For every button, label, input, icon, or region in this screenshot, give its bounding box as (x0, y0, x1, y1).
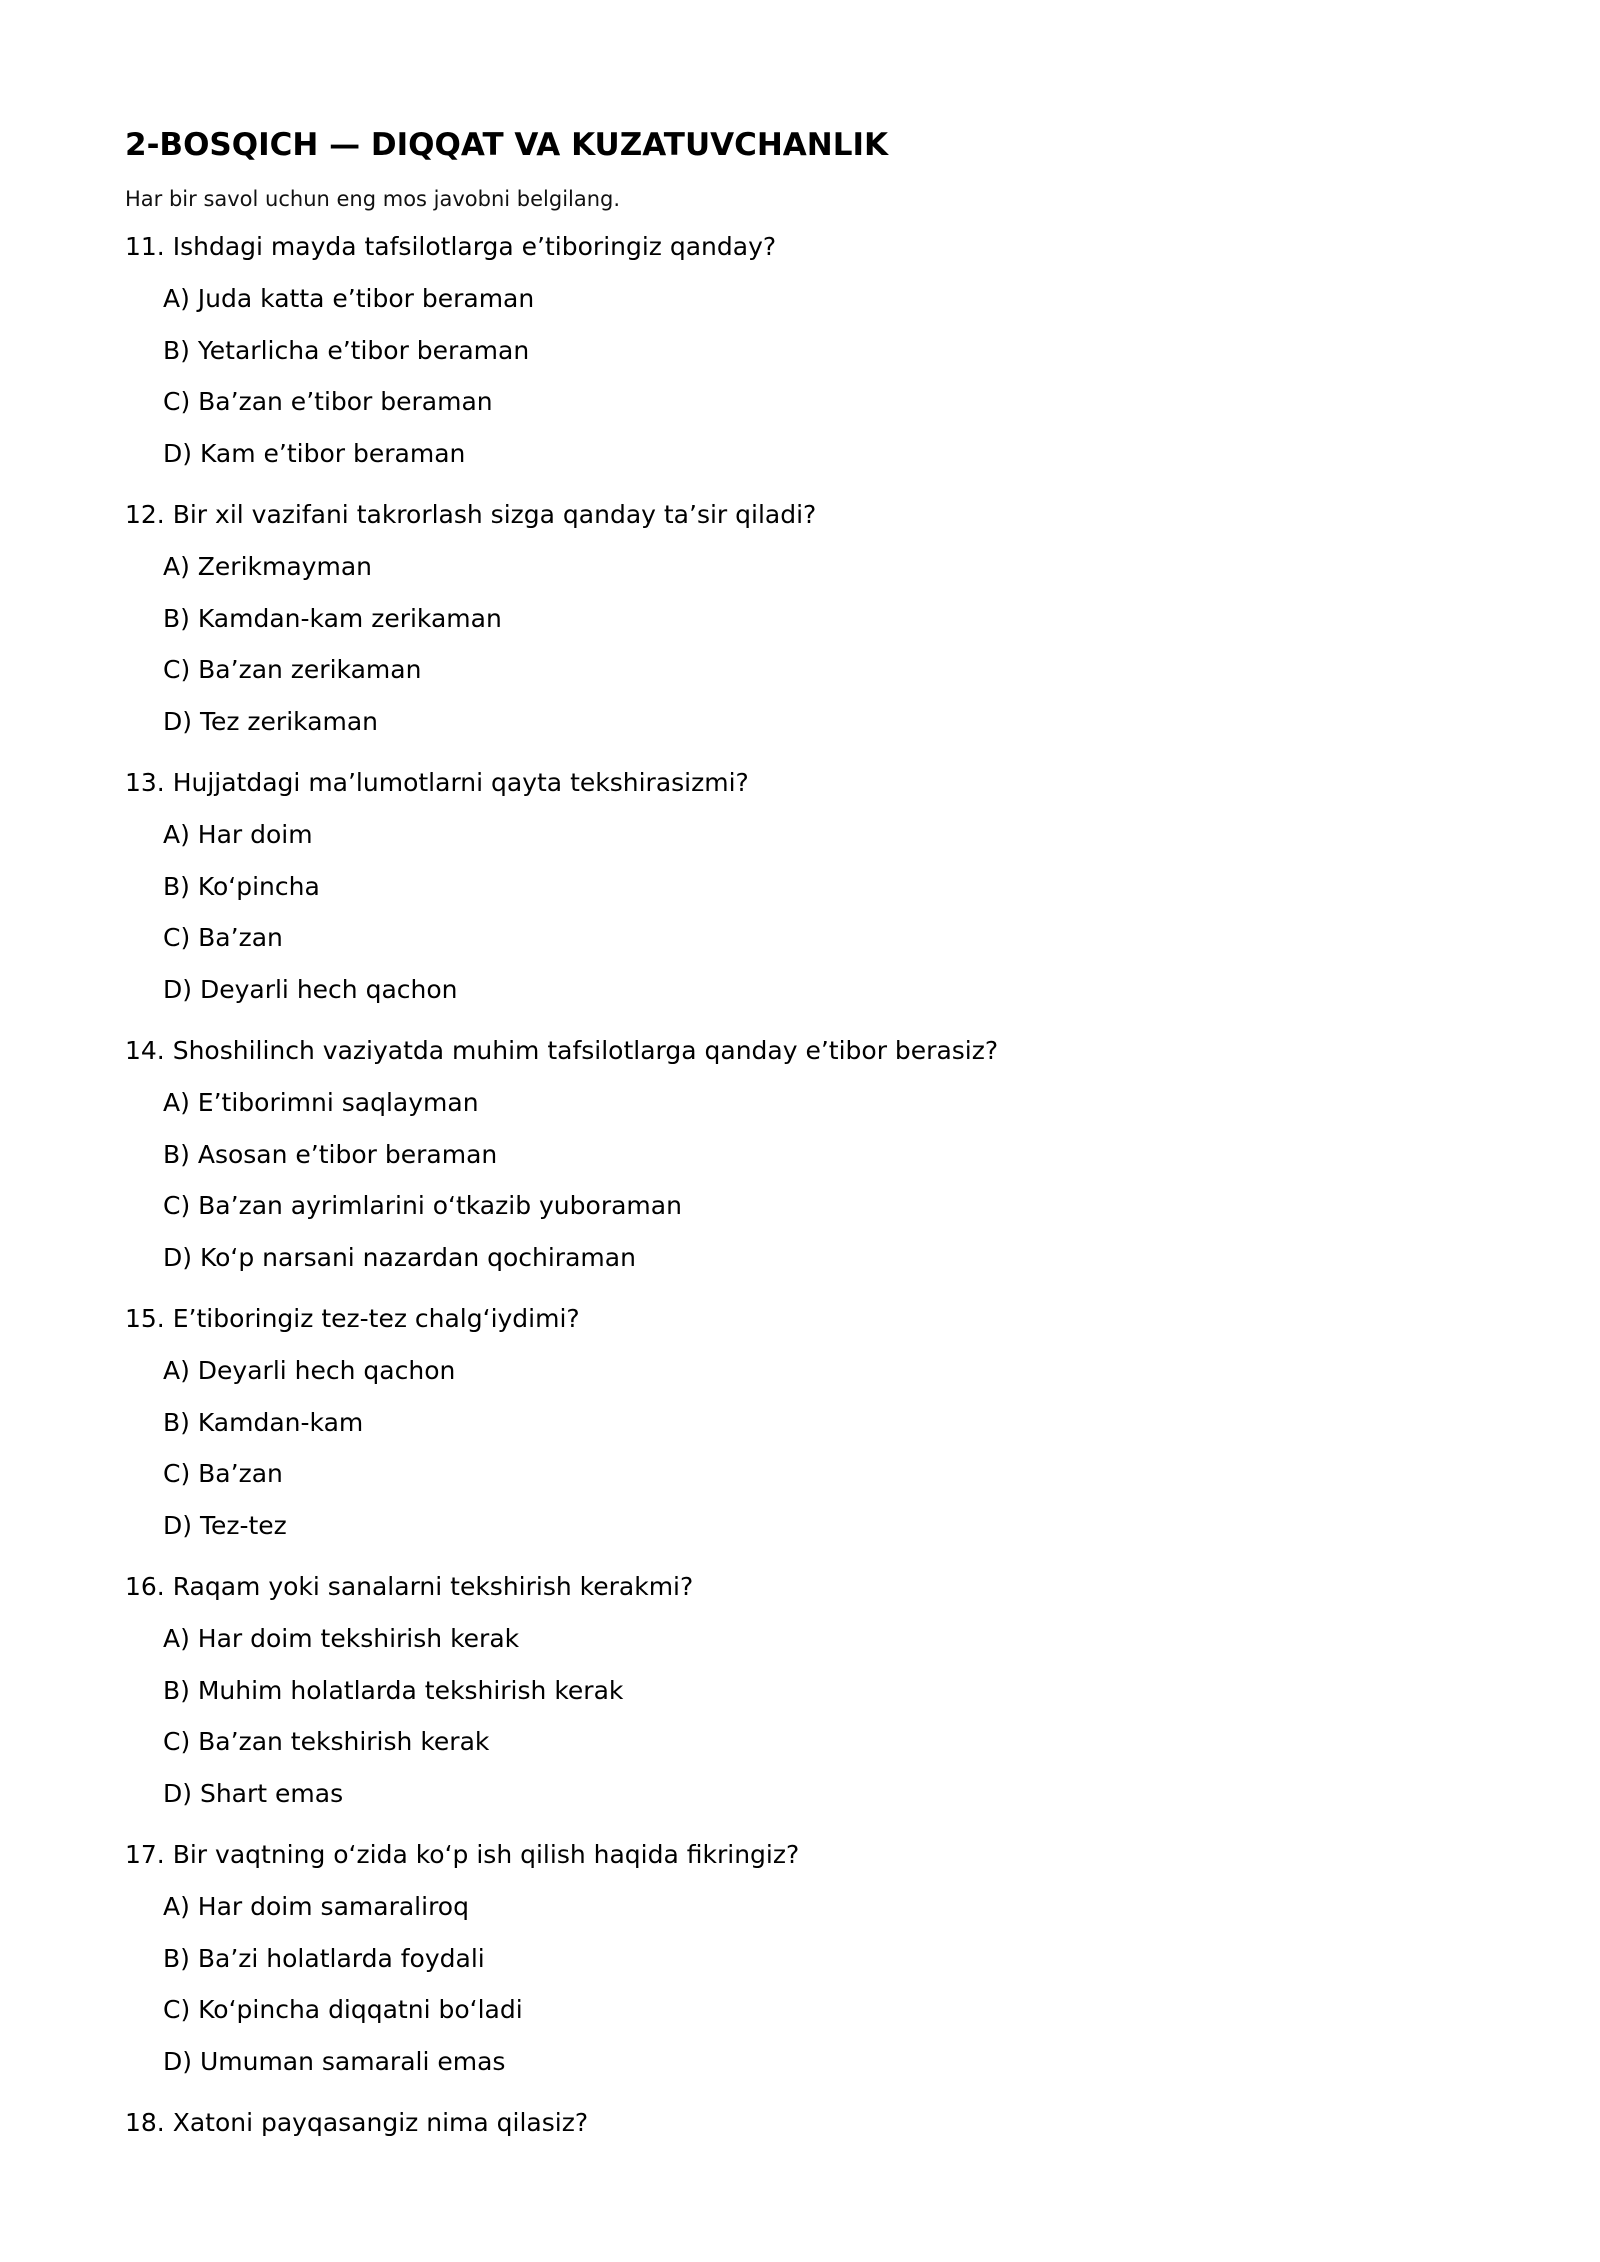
option-15-c: C) Ba’zan (163, 1459, 283, 1488)
question-15-text: 15. E’tiboringiz tez-tez chalg‘iydimi? (125, 1304, 580, 1333)
option-13-d: D) Deyarli hech qachon (163, 974, 458, 1004)
question-18-text: 18. Xatoni payqasangiz nima qilasiz? (125, 2108, 589, 2137)
question-block-12 (125, 489, 1525, 747)
instruction-text: Har bir savol uchun eng mos javobni belgilang. (125, 187, 621, 211)
option-14-a: A) E’tiborimni saqlayman (163, 1088, 479, 1117)
option-16-c: C) Ba’zan tekshirish kerak (163, 1727, 490, 1756)
option-12-a: A) Zerikmayman (163, 552, 372, 581)
option-12-b: B) Kamdan-kam zerikaman (163, 603, 502, 633)
option-17-c: C) Ko‘pincha diqqatni bo‘ladi (163, 1995, 523, 2024)
option-11-c: C) Ba’zan e’tibor beraman (163, 387, 493, 416)
option-17-b: B) Ba’zi holatlarda foydali (163, 1943, 485, 1973)
option-11-b: B) Yetarlicha e’tibor beraman (163, 335, 530, 365)
option-14-b: B) Asosan e’tibor beraman (163, 1139, 498, 1169)
question-block-16 (125, 1561, 1525, 1819)
option-12-d: D) Tez zerikaman (163, 706, 379, 736)
question-block-13 (125, 757, 1525, 1015)
option-11-a: A) Juda katta e’tibor beraman (163, 284, 535, 313)
question-16-text: 16. Raqam yoki sanalarni tekshirish kerakmi? (125, 1572, 694, 1601)
option-16-d: D) Shart emas (163, 1778, 344, 1808)
option-11-d: D) Kam e’tibor beraman (163, 438, 466, 468)
page-title: 2-BOSQICH — DIQQAT VA KUZATUVCHANLIK (125, 127, 889, 163)
question-block-17 (125, 1829, 1525, 2087)
question-block-14 (125, 1025, 1525, 1283)
option-13-b: B) Ko‘pincha (163, 871, 320, 901)
question-12-text: 12. Bir xil vazifani takrorlash sizga qanday ta’sir qiladi? (125, 500, 817, 529)
question-13-text: 13. Hujjatdagi ma’lumotlarni qayta tekshirasizmi? (125, 768, 749, 797)
option-15-a: A) Deyarli hech qachon (163, 1356, 456, 1385)
question-14-text: 14. Shoshilinch vaziyatda muhim tafsilotlarga qanday e’tibor berasiz? (125, 1036, 999, 1065)
option-13-a: A) Har doim (163, 820, 313, 849)
option-17-a: A) Har doim samaraliroq (163, 1892, 469, 1921)
question-block-18 (125, 2097, 1525, 2149)
question-block-11 (125, 221, 1525, 479)
option-16-a: A) Har doim tekshirish kerak (163, 1624, 520, 1653)
question-block-15 (125, 1293, 1525, 1551)
option-12-c: C) Ba’zan zerikaman (163, 655, 422, 684)
option-16-b: B) Muhim holatlarda tekshirish kerak (163, 1675, 624, 1705)
question-list (125, 221, 1525, 2149)
option-15-d: D) Tez-tez (163, 1510, 287, 1540)
option-17-d: D) Umuman samarali emas (163, 2046, 506, 2076)
option-15-b: B) Kamdan-kam (163, 1407, 364, 1437)
question-17-text: 17. Bir vaqtning o‘zida ko‘p ish qilish haqida fikringiz? (125, 1840, 800, 1869)
option-13-c: C) Ba’zan (163, 923, 283, 952)
question-11-text: 11. Ishdagi mayda tafsilotlarga e’tiboringiz qanday? (125, 232, 777, 261)
option-14-c: C) Ba’zan ayrimlarini o‘tkazib yuboraman (163, 1191, 682, 1220)
option-14-d: D) Ko‘p narsani nazardan qochiraman (163, 1242, 636, 1272)
